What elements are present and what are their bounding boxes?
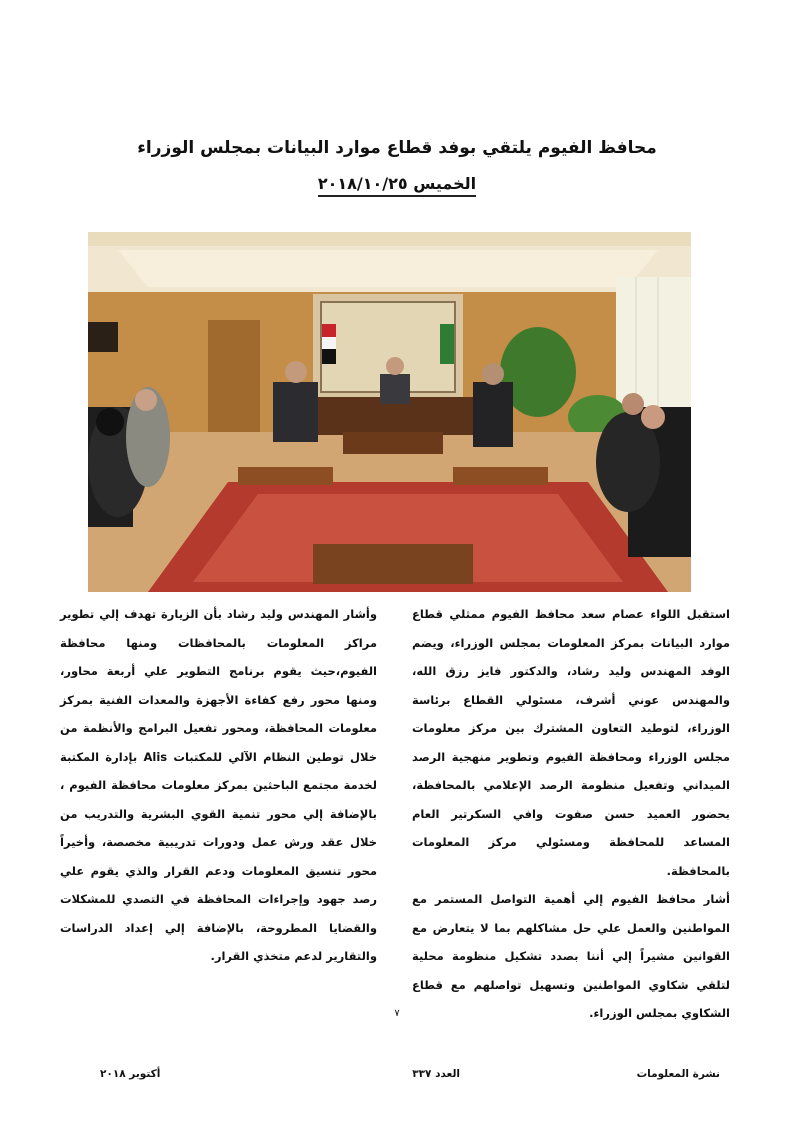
date-wrapper (0, 174, 794, 197)
article-column-right (412, 600, 730, 1028)
footer-issue: العدد ٣٣٧ (412, 1068, 460, 1080)
paragraph-3: وأشار المهندس وليد رشاد بأن الزيارة تهدف إلي تطوير مراكز المعلومات بالمحافظات ومنها محافظة الفيوم،حيث يقوم برنامج التطوير علي أربعة محاور، ومنها محور رفع كفاءة الأجهزة والمعدات الفنية بمركز معلومات المحافظة، ومحور تفعيل البرامج والأنظمة من خلال توطين النظام الآلي للمكتبات Alis بإدارة المكتبة لخدمة مجتمع الباحثين بمركز معلومات محافظة الفيوم ، بالإضافة إلي محور تنمية القوي البشرية والتدريب من خلال عقد ورش عمل ودورات تدريبية مخصصة، وأخيراً محور تنسيق المعلومات ودعم القرار والذي يقوم علي رصد جهود وإجراءات المحافظة في التصدي للمشكلات والقضايا المطروحة، بالإضافة إلي إعداد الدراسات والتقارير لدعم متخذي القرار. (60, 607, 377, 963)
page-footer (100, 1068, 720, 1088)
paragraph-1: استقبل اللواء عصام سعد محافظ الفيوم ممثلي قطاع موارد البيانات بمركز المعلومات بمجلس الوزراء، ويضم الوفد المهندس وليد رشاد، والدكتور فايز رزق الله، والمهندس عوني أشرف، مسئولي القطاع برئاسة الوزراء، لتوطيد التعاون المشترك بين مركز معلومات مجلس الوزراء ومحافظة الفيوم وتطوير منهجية الرصد الميداني وتفعيل منظومة الرصد الإعلامي بالمحافظة، بحضور العميد حسن صفوت وافي السكرتير العام المساعد للمحافظة ومسئولي مركز المعلومات بالمحافظة. (412, 607, 730, 878)
footer-month: أكتوبر ٢٠١٨ (100, 1068, 161, 1080)
article-title: محافظ الفيوم يلتقي بوفد قطاع موارد البيانات بمجلس الوزراء (137, 138, 657, 158)
paragraph-2: أشار محافظ الفيوم إلي أهمية التواصل المستمر مع المواطنين والعمل علي حل مشاكلهم بما لا يتعارض مع القوانين مشيراً إلي أننا بصدد تشكيل منظومة محلية لتلقي شكاوي المواطنين وتسهيل تواصلهم مع قطاع الشكاوي بمجلس الوزراء. (412, 892, 730, 1020)
meeting-photo (88, 232, 691, 592)
footer-publication: نشرة المعلومات (636, 1068, 720, 1080)
page-number: ٧ (394, 1008, 400, 1019)
article-column-left (60, 600, 377, 971)
article-date: الخميس ٢٠١٨/١٠/٢٥ (318, 174, 476, 197)
